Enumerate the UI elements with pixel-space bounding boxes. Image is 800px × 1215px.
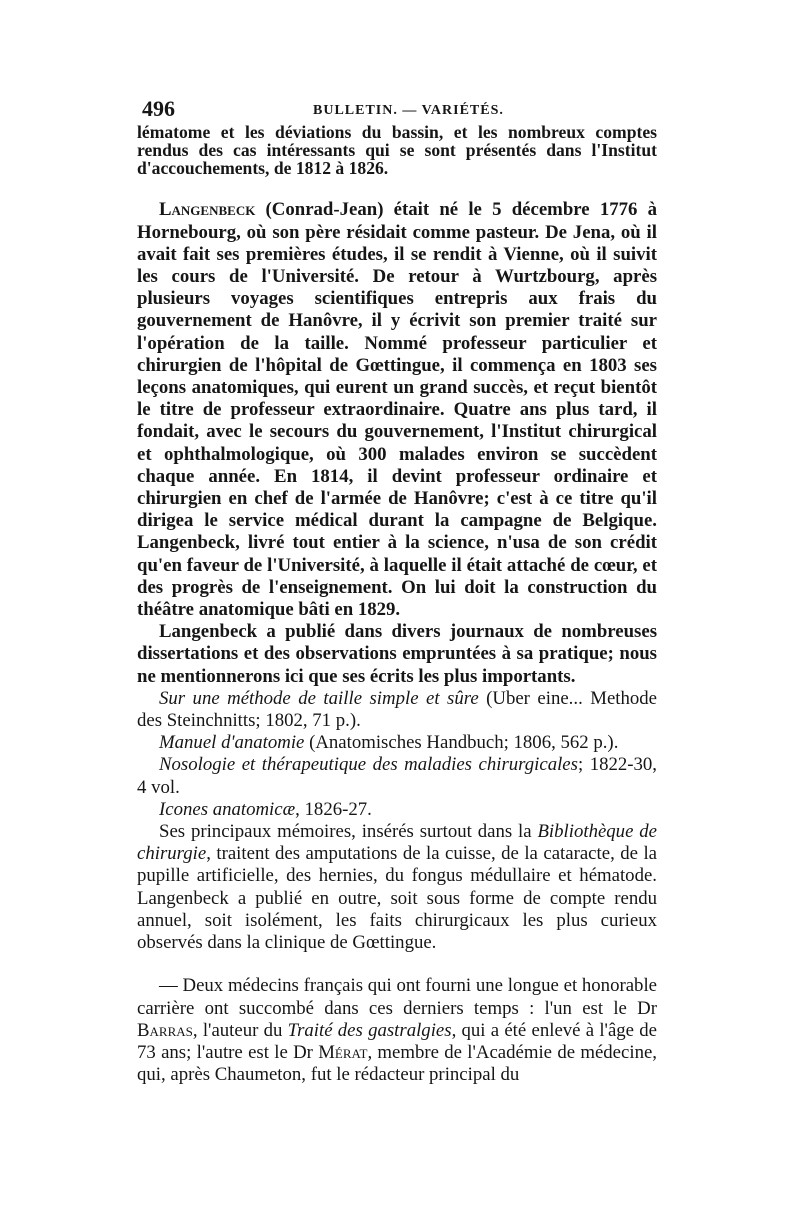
work-details: ; 1822-30, 4 vol. [137, 754, 657, 798]
doctor-title: Dr [637, 997, 657, 1019]
doctor-title: Dr [293, 1041, 313, 1063]
paragraph-memoirs [137, 821, 657, 954]
text-run: — Deux médecins français qui ont fourni une longue et honorable carrière ont succombé dans ces derniers temps : l'un est le [137, 975, 657, 1019]
work-title: Icones anatomicæ [159, 798, 296, 820]
person-name: Langenbeck [159, 199, 256, 221]
paragraph-obituary [137, 975, 657, 1086]
paragraph-text: (Conrad-Jean) était né le 5 décembre 1776 à Hornebourg, où son père résidait comme pasteur. De Jena, où il avait fait ses premières études, il se rendit à Vienne, où il suivit les cours de l'Université. De retour à Wurtzbourg, après plusieurs voyages scientifiques entrepris aux frais du gouvernement de Hanôvre, il y écrivit son premier traité sur l'opération de la taille. Nommé professeur particulier et chirurgien de l'hôpital de Gœttingue, il commença en 1803 ses leçons anatomiques, qui eurent un grand succès, et reçut bientôt le titre de professeur extraordinaire. Quatre ans plus tard, il fondait, avec le secours du gouvernement, l'Institut chirurgical et ophthalmologique, où 300 malades environ se succèdent chaque année. En 1814, il devint professeur ordinaire et chirurgien en chef de l'armée de Hanôvre; c'est à ce titre qu'il dirigea le service médical durant la campagne de Belgique. Langenbeck, livré tout entier à la science, n'usa de son crédit qu'en faveur de l'Université, à laquelle il était attaché de cœur, et des progrès de l'enseignement. On lui doit la construction du théâtre anatomique bâti en 1829. [137, 199, 657, 621]
paragraph-langenbeck-bio [137, 199, 657, 621]
page [137, 96, 657, 1086]
journal-title: Bibliothèque de chirurgie [137, 821, 657, 865]
paragraph-continuation: lématome et les déviations du bassin, et les nombreux comptes rendus des cas intéressants qui se sont présentés dans l'Institut d'accouchements, de 1812 à 1826. [137, 122, 657, 178]
book-title: Traité des gastralgies [287, 1019, 452, 1041]
text-run: , membre de l'Académie de médecine, qui, après Chaumeton, fut le rédacteur principal du [137, 1041, 657, 1086]
text-run: , qui a été enlevé à l'âge de 73 ans; l'autre est le [137, 1019, 657, 1063]
text-run: , traitent des amputations de la cuisse, de la cataracte, de la pupille artificielle, des hernies, du fongus médullaire et hématode. Langenbeck a publié en outre, soit sous forme de compte rendu annuel, soit isolément, les faits chirurgicaux les plus curieux observés dans la clinique de Gœttingue. [137, 843, 657, 954]
work-title: Nosologie et thérapeutique des maladies chirurgicales [159, 754, 578, 776]
work-item [137, 799, 657, 821]
running-head: BULLETIN. — VARIÉTÉS. [313, 103, 504, 118]
person-name: Barras [137, 1019, 193, 1041]
person-name: Mérat [318, 1041, 368, 1063]
work-details: (Anatomisches Handbuch; 1806, 562 p.). [304, 732, 619, 754]
work-details: , 1826-27. [295, 798, 372, 820]
work-item [137, 732, 657, 754]
work-details: (Uber eine... Methode des Steinchnitts; 1802, 71 p.). [137, 687, 658, 732]
page-header [137, 96, 657, 124]
work-title: Manuel d'anatomie [159, 732, 305, 754]
work-title: Sur une méthode de taille simple et sûre [159, 687, 479, 709]
page-number: 496 [142, 96, 175, 121]
work-item [137, 754, 657, 798]
text-run: , l'auteur du [192, 1019, 288, 1041]
work-item [137, 688, 657, 732]
text-run: Ses principaux mémoires, insérés surtout dans la [159, 821, 538, 843]
paragraph-publications-intro: Langenbeck a publié dans divers journaux de nombreuses dissertations et des observations empruntées à sa pratique; nous ne mentionnerons ici que ses écrits les plus importants. [137, 621, 657, 687]
